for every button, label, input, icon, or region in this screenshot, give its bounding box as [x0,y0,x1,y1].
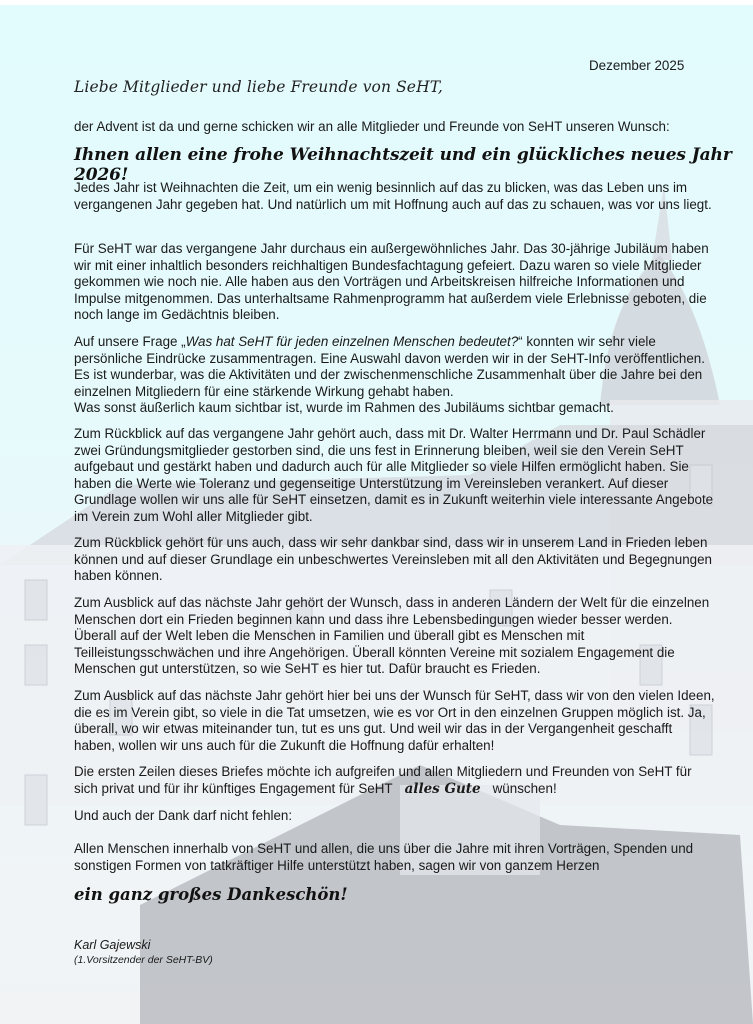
paragraph-anniversary: Für SeHT war das vergangene Jahr durchaus ein außergewöhnliches Jahr. Das 30-jährige Jubiläum haben wir mit einer inhaltlich besonders reichhaltigen Bundesfachtagung gefeiert. Dazu waren so viele Mitglieder gekommen wie noch nie. Alle haben aus den Vorträgen und Arbeitskreisen hilfreiche Informationen und Impulse mitgenommen. Das unterhaltsame Rahmenprogramm hat außerdem viele Erlebnisse geboten, die noch lange im Gedächtnis bleiben. [74,241,709,322]
intro-paragraph: der Advent ist da und gerne schicken wir an alle Mitglieder und Freunde von SeHT unseren Wunsch: [74,119,670,134]
signature-role: (1.Vorsitzender der SeHT-BV) [74,954,213,966]
question-text: Was hat SeHT für jeden einzelnen Menschen bedeutet? [185,334,519,349]
signature-name: Karl Gajewski [74,938,151,952]
paragraph-reflection: Jedes Jahr ist Weihnachten die Zeit, um ein wenig besinnlich auf das zu blicken, was das Leben uns im vergangenen Jahr gegeben hat. Und natürlich um mit Hoffnung auch auf das zu schauen, was vor uns liegt. [74,180,712,212]
letter-page [0,5,753,1024]
thank-you-heading: ein ganz großes Dankeschön! [74,885,348,904]
paragraph-thanks: Allen Menschen innerhalb von SeHT und allen, die uns über die Jahre mit ihren Vorträgen, Spenden und sonstigen Formen von tatkräftiger Hilfe unterstützt haben, sagen wir von ganzem Herzen [74,841,694,873]
paragraph-gratitude-peace: Zum Rückblick gehört für uns auch, dass wir sehr dankbar sind, dass wir in unserem Land in Frieden leben können und auf dieser Grundlage ein unbeschwertes Vereinsleben mit all den Aktivitäten und Begegnungen haben können. [74,535,712,583]
best-wishes-closing: wünschen! [492,780,557,796]
paragraph-outlook-seht: Zum Ausblick auf das nächste Jahr gehört hier bei uns der Wunsch für SeHT, dass wir von den vielen Ideen, die es im Verein gibt, so viele in die Tat umsetzen, wie es vor Ort in den einzelnen Gruppen möglich ist. Ja, überall, wo wir etwas miteinander tun, tut es uns gut. Und weil wir das in der Vergangenheit geschafft haben, wollen wir uns auch für die Zukunft die Hoffnung dafür erhalten! [74,688,715,753]
paragraph-best-wishes [74,764,716,797]
question-closing-line: Was sonst äußerlich kaum sichtbar ist, wurde im Rahmen des Jubiläums sichtbar gemacht. [74,400,614,415]
holiday-wish-heading: Ihnen allen eine frohe Weihnachtszeit und ein glückliches neues Jahr 2026! [74,145,732,185]
paragraph-thanks-intro: Und auch der Dank darf nicht fehlen: [74,808,293,823]
best-wishes-text: Die ersten Zeilen dieses Briefes möchte ich aufgreifen und allen Mitgliedern und Freunden von SeHT für sich privat und für ihr künftiges Engagement für SeHT [74,764,692,796]
best-wishes-highlight: alles Gute [404,780,481,797]
letter-date: Dezember 2025 [589,58,685,73]
paragraph-outlook-world: Zum Ausblick auf das nächste Jahr gehört der Wunsch, dass in anderen Ländern der Welt für die einzelnen Menschen dort ein Frieden beginnen kann und dass ihre Lebensbedingungen wieder besser werden. Überall auf der Welt leben die Menschen in Familien und überall gibt es Menschen mit Teilleistungsschwächen und ihre Angehörigen. Überall könnten Vereine mit sozialem Engagement die Menschen gut unterstützen, so wie SeHT es hier tut. Dafür braucht es Frieden. [74,595,710,676]
question-outro-text: “ konnten wir sehr viele persönliche Eindrücke zusammentragen. Eine Auswahl davon werden wir in der SeHT-Info veröffentlichen. Es ist wunderbar, was die Aktivitäten und der zwischenmenschliche Zusammenhalt über die Jahre bei den einzelnen Mitgliedern für eine stärkende Wirkung gehabt haben. [74,334,705,399]
question-intro-text: Auf unsere Frage „ [74,334,186,349]
paragraph-memorial: Zum Rückblick auf das vergangene Jahr gehört auch, dass mit Dr. Walter Herrmann und Dr. Paul Schädler zwei Gründungsmitglieder gestorben sind, die uns fest in Erinnerung bleiben, weil sie den Verein SeHT aufgebaut und gestärkt haben und dadurch auch für alle Mitglieder so viele Hilfen ermöglicht haben. Sie haben die Werte wie Toleranz und gegenseitige Unterstützung im Vereinsleben verankert. Auf dieser Grundlage wollen wir uns alle für SeHT einsetzen, damit es in Zukunft weiterhin viele interessante Angebote im Verein zum Wohl aller Mitglieder gibt. [74,426,714,524]
letter-greeting: Liebe Mitglieder und liebe Freunde von SeHT, [74,78,443,96]
paragraph-question [74,334,716,417]
